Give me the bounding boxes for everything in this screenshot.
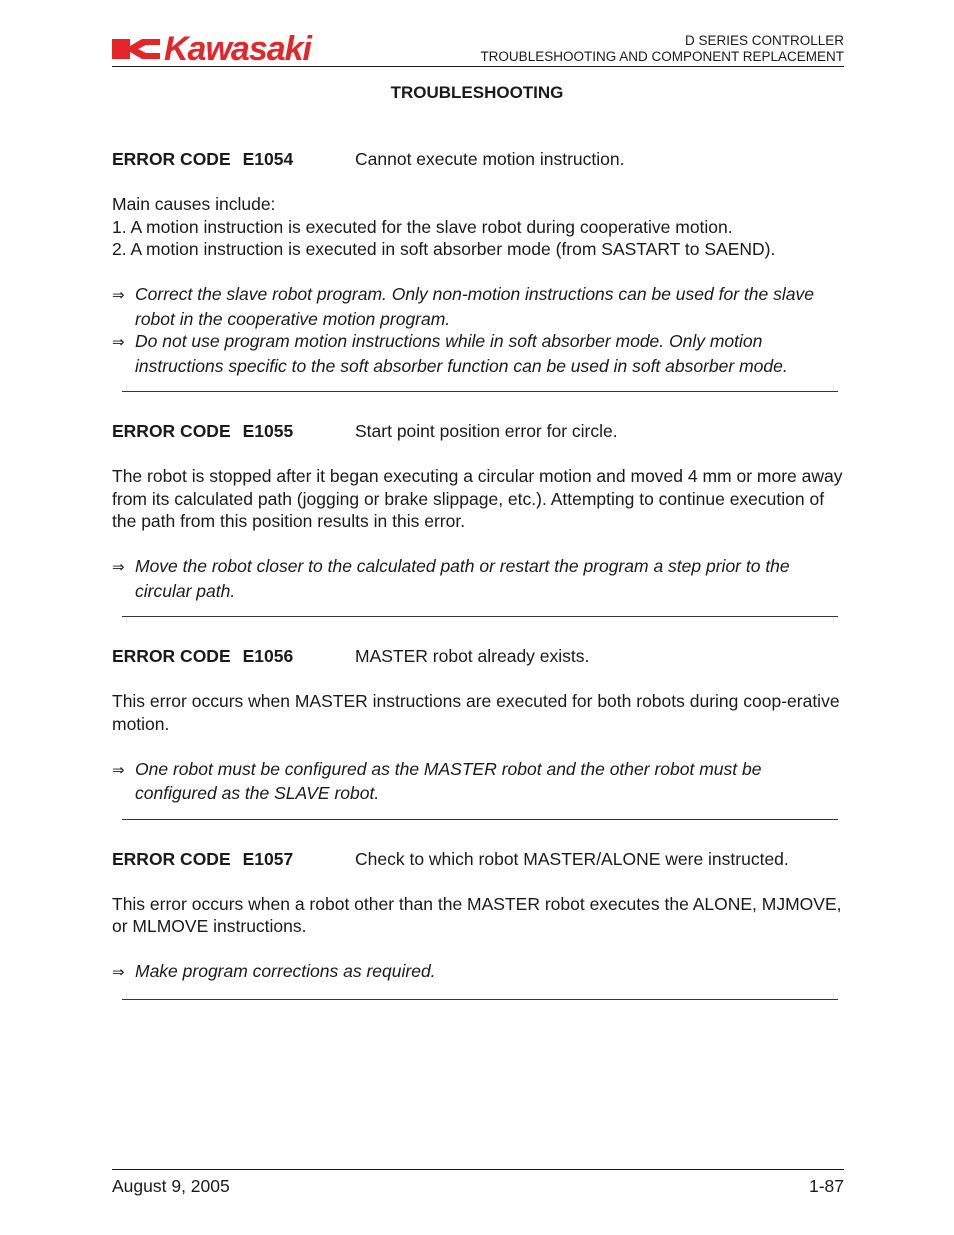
remedy-text: Correct the slave robot program. Only non-motion instructions can be used for the slave robot in the cooperative motion program. [135,284,814,329]
remedy-item [112,330,846,377]
remedy-item [112,555,846,602]
error-heading [112,848,846,871]
description-line: The robot is stopped after it began executing a circular motion and moved 4 mm or more away from its calculated path (jogging or brake slippage, etc.). Attempting to continue execution of the path from this position results in this error. [112,466,843,531]
footer-date: August 9, 2005 [112,1176,230,1196]
header-title [480,33,844,65]
section-divider [122,391,838,392]
error-list [112,148,846,1028]
section-title: TROUBLESHOOTING [390,83,564,102]
error-heading [112,420,846,443]
remedy-text: Move the robot closer to the calculated path or restart the program a step prior to the circular path. [135,556,790,601]
remedy-item [112,283,846,330]
arrow-right-icon: ⇒ [112,559,125,576]
arrow-right-icon: ⇒ [112,964,125,981]
remedy-text: Make program corrections as required. [135,961,436,981]
description-line: 1. A motion instruction is executed for the slave robot during cooperative motion. [112,216,733,237]
section-divider [122,616,838,617]
error-description [112,193,846,261]
error-heading [112,148,846,171]
header-rule [112,66,844,67]
error-code: E1055 [242,421,294,441]
error-code-label: ERROR CODE E1056 [112,646,294,666]
description-line: This error occurs when a robot other than the MASTER robot executes the ALONE, MJMOVE, or MLMOVE instructions. [112,893,842,936]
description-line: 2. A motion instruction is executed in soft absorber mode (from SASTART to SAEND). [112,239,776,259]
error-title: Start point position error for circle. [355,421,618,441]
error-code-label: ERROR CODE E1057 [112,848,294,869]
error-description [112,465,846,533]
kawasaki-emblem-icon [112,35,160,63]
arrow-right-icon: ⇒ [112,334,125,351]
error-code-label: ERROR CODE E1054 [112,149,294,169]
section-divider [122,999,838,1000]
error-title: MASTER robot already exists. [355,646,590,666]
header-line-2: TROUBLESHOOTING AND COMPONENT REPLACEMENT [480,49,844,64]
error-code-label: ERROR CODE E1055 [112,421,294,441]
remedy-text: Do not use program motion instructions while in soft absorber mode. Only motion instructions specific to the soft absorber function can be used in soft absorber mode. [135,331,788,376]
error-code: E1057 [242,848,294,869]
error-description [112,690,846,735]
description-line: Main causes include: [112,194,276,214]
arrow-right-icon: ⇒ [112,761,125,779]
header-line-1: D SERIES CONTROLLER [684,33,844,48]
description-line: This error occurs when MASTER instructions are executed for both robots during coop-erative motion. [112,691,840,734]
arrow-right-icon: ⇒ [112,287,125,304]
error-code: E1054 [242,149,294,169]
remedy-item [112,960,846,985]
error-title: Check to which robot MASTER/ALONE were instructed. [355,848,789,869]
error-title: Cannot execute motion instruction. [355,149,625,169]
brand-name: Kawasaki [164,30,311,68]
kawasaki-logo [112,32,311,66]
error-description [112,893,846,938]
error-heading [112,645,846,668]
remedy-text: One robot must be configured as the MASTER robot and the other robot must be configured as the SLAVE robot. [135,758,762,803]
remedy-item [112,758,846,805]
footer-rule [112,1169,844,1170]
footer-page-number: 1-87 [808,1176,844,1196]
section-divider [122,819,838,820]
error-code: E1056 [242,646,294,666]
